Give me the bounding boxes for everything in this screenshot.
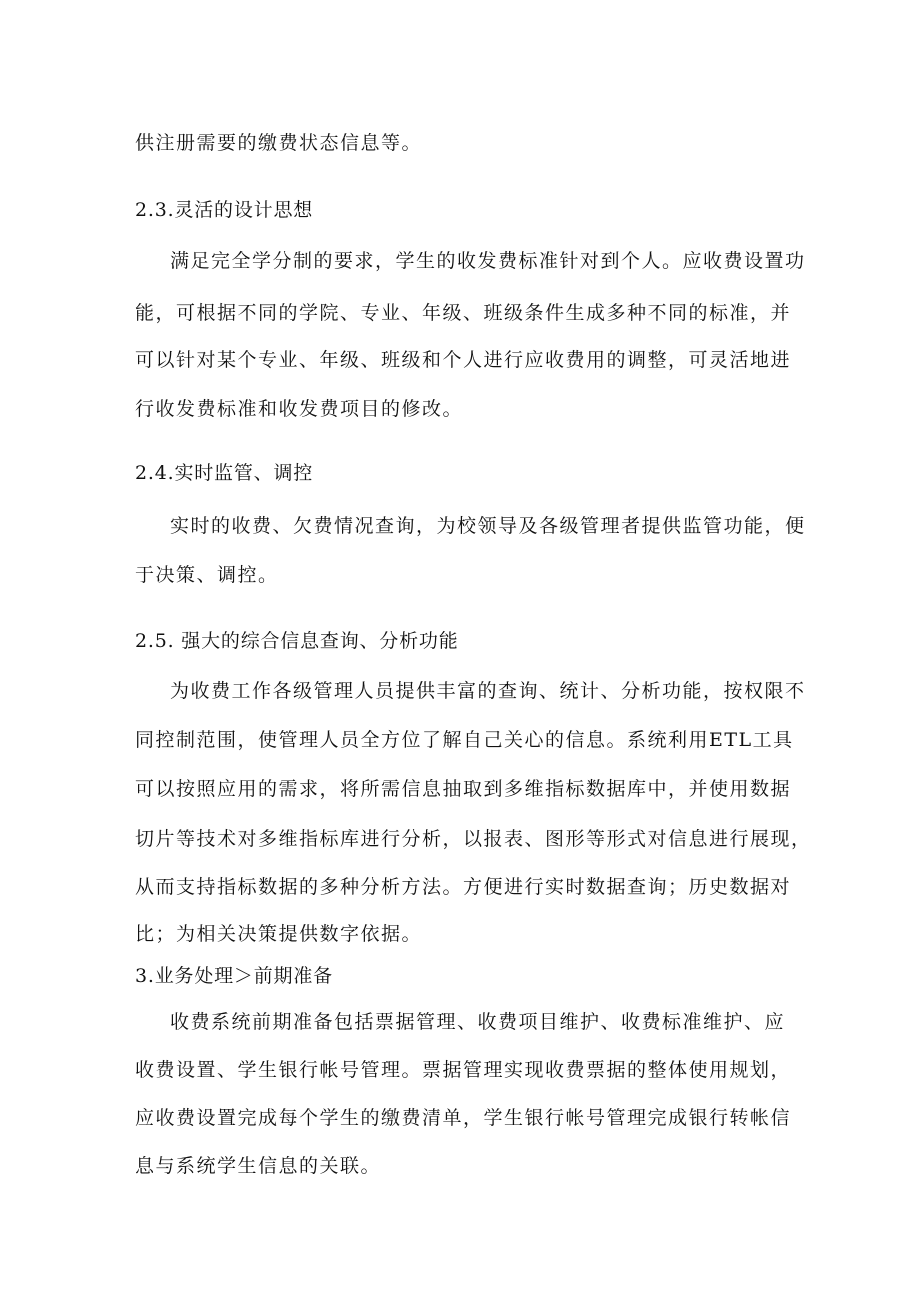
paragraph-line: 可以针对某个专业、年级、班级和个人进行应收费用的调整，可灵活地进 — [135, 349, 792, 371]
section-heading-3: 3.业务处理＞前期准备 — [135, 965, 333, 987]
paragraph-line: 息与系统学生信息的关联。 — [135, 1155, 382, 1177]
section-heading-2-3: 2.3.灵活的设计思想 — [135, 199, 314, 221]
paragraph-line: 切片等技术对多维指标库进行分析，以报表、图形等形式对信息进行展现， — [135, 828, 812, 850]
paragraph-line: 收费系统前期准备包括票据管理、收费项目维护、收费标准维护、应 — [170, 1011, 786, 1033]
paragraph-line: 能，可根据不同的学院、专业、年级、班级条件生成多种不同的标准，并 — [135, 302, 792, 324]
paragraph-line: 可以按照应用的需求，将所需信息抽取到多维指标数据库中，并使用数据 — [135, 778, 792, 800]
section-heading-2-4: 2.4.实时监管、调控 — [135, 462, 314, 484]
paragraph-line: 同控制范围，使管理人员全方位了解自己关心的信息。系统利用ETL工具 — [135, 729, 794, 751]
paragraph-line: 行收发费标准和收发费项目的修改。 — [135, 398, 464, 420]
paragraph-line: 供注册需要的缴费状态信息等。 — [135, 132, 423, 154]
paragraph-line: 收费设置、学生银行帐号管理。票据管理实现收费票据的整体使用规划， — [135, 1059, 792, 1081]
paragraph-line: 为收费工作各级管理人员提供丰富的查询、统计、分析功能，按权限不 — [170, 680, 806, 702]
paragraph-line: 从而支持指标数据的多种分析方法。方便进行实时数据查询；历史数据对 — [135, 876, 792, 898]
paragraph-line: 实时的收费、欠费情况查询，为校领导及各级管理者提供监管功能，便 — [170, 515, 806, 537]
paragraph-line: 于决策、调控。 — [135, 564, 279, 586]
paragraph-line: 比；为相关决策提供数字依据。 — [135, 923, 423, 945]
section-heading-2-5: 2.5. 强大的综合信息查询、分析功能 — [135, 630, 459, 652]
paragraph-line: 应收费设置完成每个学生的缴费清单，学生银行帐号管理完成银行转帐信 — [135, 1107, 792, 1129]
paragraph-line: 满足完全学分制的要求，学生的收发费标准针对到个人。应收费设置功 — [170, 250, 806, 272]
